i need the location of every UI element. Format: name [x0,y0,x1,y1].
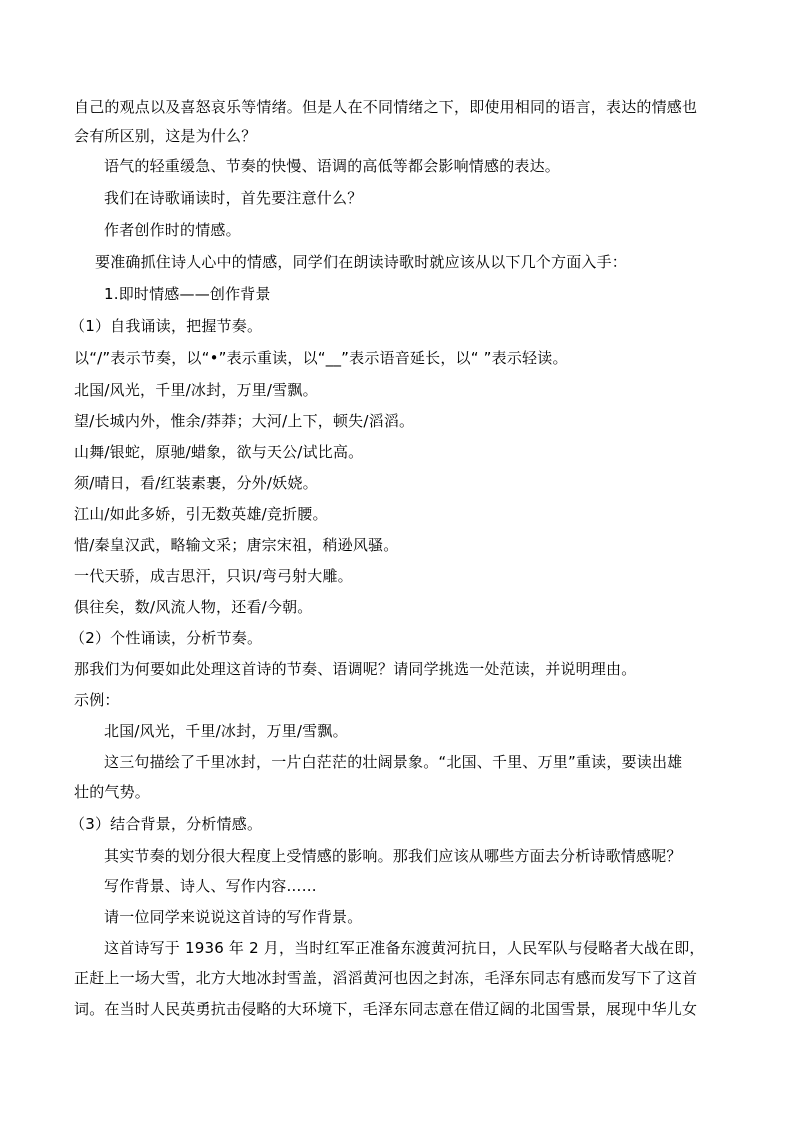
paragraph-line: 自己的观点以及喜怒哀乐等情绪。但是人在不同情绪之下，即使用相同的语言，表达的情感也 [74,98,698,116]
poem-line: 山舞/银蛇，原驰/蜡象，欲与天公/试比高。 [74,443,364,461]
paragraph-line: 壮的气势。 [74,783,151,801]
poem-line: 俱往矣，数/风流人物，还看/今朝。 [74,598,313,616]
paragraph-line: 请一位同学来说说这首诗的写作背景。 [104,908,363,926]
poem-line: 北国/风光，千里/冰封，万里/雪飘。 [74,381,318,399]
paragraph-line: 这三句描绘了千里冰封，一片白茫茫的壮阔景象。“北国、千里、万里”重读，要读出雄 [104,753,683,771]
poem-line: 北国/风光，千里/冰封，万里/雪飘。 [104,722,348,740]
poem-line: 须/晴日，看/红装素裹，分外/妖娆。 [74,474,318,492]
poem-line: 望/长城内外，惟余/莽莽；大河/上下，顿失/滔滔。 [74,412,415,430]
paragraph-line: 词。在当时人民英勇抗击侵略的大环境下，毛泽东同志意在借辽阔的北国雪景，展现中华儿女 [74,1000,698,1018]
paragraph-line: 语气的轻重缓急、节奏的快慢、语调的高低等都会影响情感的表达。 [104,157,561,175]
paragraph-line: 其实节奏的划分很大程度上受情感的影响。那我们应该从哪些方面去分析诗歌情感呢？ [104,847,682,865]
paragraph-line: 那我们为何要如此处理这首诗的节奏、语调呢？请同学挑选一处范读，并说明理由。 [74,660,637,678]
paragraph-line: 作者创作时的情感。 [104,221,241,239]
paragraph-line: 示例： [74,691,120,709]
sub-heading: （2）个性诵读，分析节奏。 [70,629,263,647]
paragraph-line: 会有所区别，这是为什么？ [74,127,257,145]
poem-line: 惜/秦皇汉武，略输文采；唐宗宋祖，稍逊风骚。 [74,536,399,554]
paragraph-line: 这首诗写于 1936 年 2 月，当时红军正准备东渡黄河抗日，人民军队与侵略者大战在即， [104,939,705,957]
paragraph-line: 正赶上一场大雪，北方大地冰封雪盖，滔滔黄河也因之封冻，毛泽东同志有感而发写下了这首 [74,969,698,987]
sub-heading: （3）结合背景，分析情感。 [70,815,263,833]
sub-heading: （1）自我诵读，把握节奏。 [70,317,263,335]
paragraph-line: 我们在诗歌诵读时，首先要注意什么？ [104,189,363,207]
paragraph-line: 以“/”表示节奏，以“•”表示重读，以“__”表示语音延长，以“ ”表示轻读。 [74,349,568,367]
poem-line: 江山/如此多娇，引无数英雄/竞折腰。 [74,505,328,523]
section-heading: 1.即时情感——创作背景 [104,285,271,303]
paragraph-line: 写作背景、诗人、写作内容…… [104,877,317,895]
paragraph-line: 要准确抓住诗人心中的情感，同学们在朗读诗歌时就应该从以下几个方面入手： [95,253,628,271]
poem-line: 一代天骄，成吉思汗，只识/弯弓射大雕。 [74,567,353,585]
